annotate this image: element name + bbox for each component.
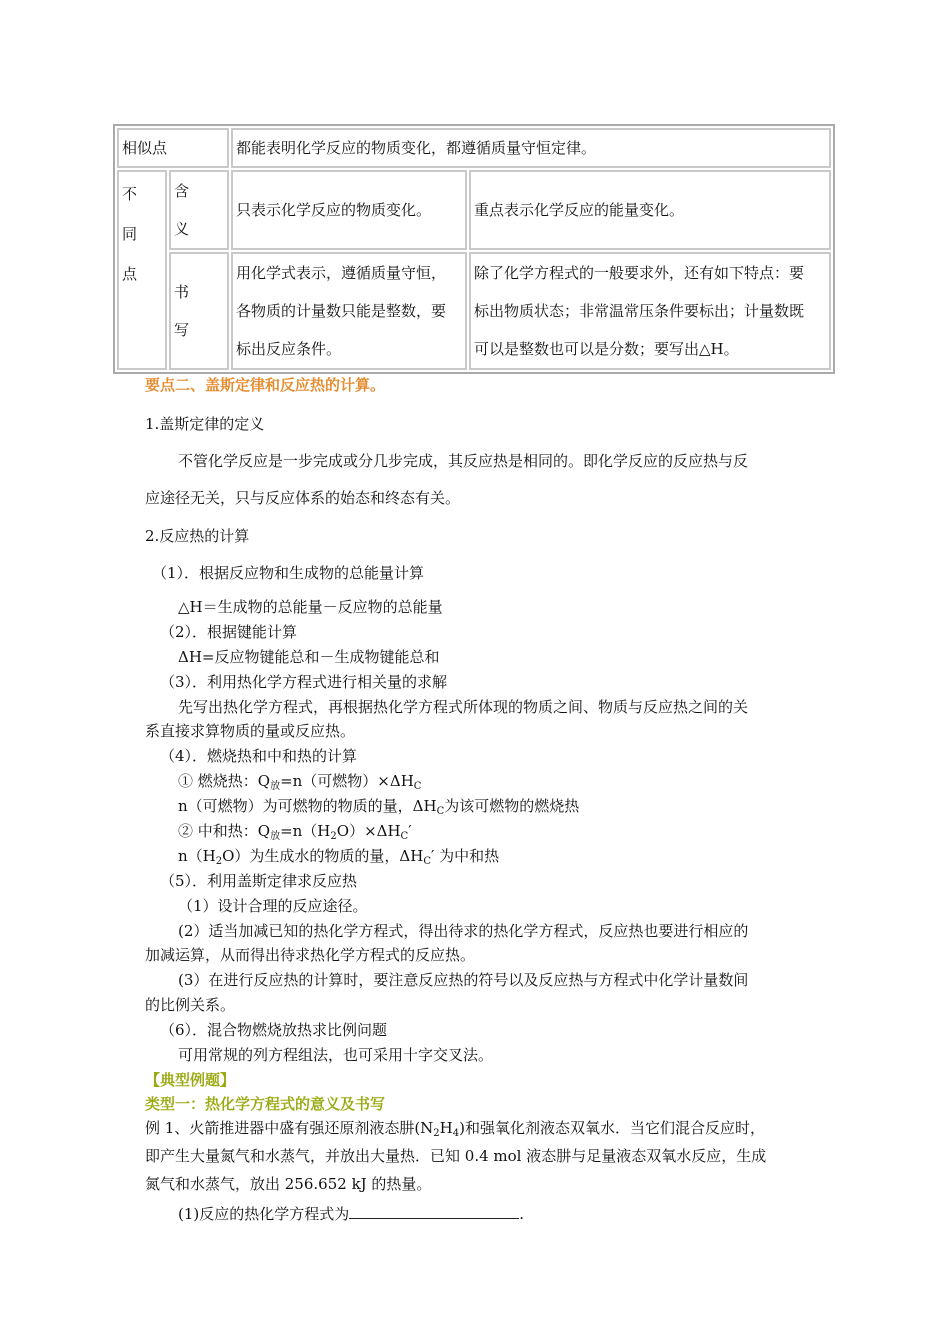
- list-item: 加减运算，从而得出待求热化学方程式的反应热。: [145, 946, 476, 964]
- formula: △H＝生成物的总能量－反应物的总能量: [178, 598, 443, 616]
- example-line: 例 1、火箭推进器中盛有强还原剂液态肼$(N_2H_4)$和强氧化剂液态双氧水．当它们混合反应时，: [145, 1119, 765, 1139]
- table-row: [117, 128, 831, 168]
- writing-thermo: 除了化学方程式的一般要求外，还有如下特点：要 标出物质状态；非常温常压条件要标出；计量数既 可以是整数也可以是分数；要写出△H。: [469, 252, 831, 370]
- table-row: [117, 170, 831, 250]
- list-item: 的比例关系。: [145, 996, 236, 1014]
- paragraph: 应途径无关，只与反应体系的始态和终态有关。: [145, 489, 461, 507]
- paragraph: 先写出热化学方程式，再根据热化学方程式所体现的物质之间、物质与反应热之间的关: [178, 698, 749, 716]
- formula-line: n（可燃物）为可燃物的物质的量，$\Delta H_C$为该可燃物的燃烧热: [178, 797, 580, 817]
- writing-chem: 用化学式表示，遵循质量守恒， 各物质的计量数只能是整数，要 标出反应条件。: [231, 252, 467, 370]
- writing-label: 书 写: [169, 252, 229, 370]
- formula-line: ② 中和热：$Q_放=n(H_2O)\times\Delta H_C'$: [178, 822, 412, 842]
- typical-title: 【典型例题】: [145, 1071, 236, 1089]
- table-row: [117, 252, 831, 370]
- list-item: （1）设计合理的反应途径。: [178, 897, 368, 915]
- question-line: (1)反应的热化学方程式为 .: [178, 1202, 524, 1224]
- list-item: (3）在进行反应热的计算时，要注意反应热的符号以及反应热与方程式中化学计量数间: [178, 971, 749, 989]
- method-title: （2）．根据键能计算: [160, 623, 298, 641]
- example-line: 氮气和水蒸气，放出 256.652 kJ 的热量。: [145, 1175, 432, 1193]
- paragraph: 系直接求算物质的量或反应热。: [145, 722, 356, 740]
- method-title: （6）．混合物燃烧放热求比例问题: [160, 1021, 388, 1039]
- formula-line: ① 燃烧热：$Q_放=n$（可燃物）$\times\Delta H_C$: [178, 772, 422, 792]
- formula: ΔH=反应物键能总和－生成物键能总和: [178, 648, 440, 666]
- subsection-title: 1.盖斯定律的定义: [145, 415, 265, 433]
- section-title: 要点二、盖斯定律和反应热的计算。: [145, 376, 386, 394]
- paragraph: 不管化学反应是一步完成或分几步完成，其反应热是相同的。即化学反应的反应热与反: [178, 452, 749, 470]
- meaning-label: 含 义: [169, 170, 229, 250]
- list-item: (2）适当加减已知的热化学方程式，得出待求的热化学方程式，反应热也要进行相应的: [178, 922, 749, 940]
- type-title: 类型一：热化学方程式的意义及书写: [145, 1095, 386, 1113]
- answer-blank[interactable]: [349, 1202, 519, 1219]
- formula-line: $n(H_2O)$为生成水的物质的量，$\Delta H_C'$ 为中和热: [178, 847, 500, 867]
- example-line: 即产生大量氮气和水蒸气，并放出大量热．已知 0.4 mol 液态肼与足量液态双氧水反应，生成: [145, 1147, 767, 1165]
- diff-label: 不 同 点: [117, 170, 167, 370]
- method-title: （1）．根据反应物和生成物的总能量计算: [152, 564, 425, 582]
- method-title: （4）．燃烧热和中和热的计算: [160, 747, 358, 765]
- similar-label: 相似点: [117, 128, 229, 168]
- comparison-table: [113, 124, 835, 374]
- paragraph: 可用常规的列方程组法，也可采用十字交叉法。: [178, 1046, 494, 1064]
- meaning-thermo: 重点表示化学反应的能量变化。: [469, 170, 831, 250]
- meaning-chem: 只表示化学反应的物质变化。: [231, 170, 467, 250]
- method-title: （5）．利用盖斯定律求反应热: [160, 872, 358, 890]
- subsection-title: 2.反应热的计算: [145, 527, 250, 545]
- method-title: （3）．利用热化学方程式进行相关量的求解: [160, 673, 448, 691]
- similar-text: 都能表明化学反应的物质变化，都遵循质量守恒定律。: [231, 128, 831, 168]
